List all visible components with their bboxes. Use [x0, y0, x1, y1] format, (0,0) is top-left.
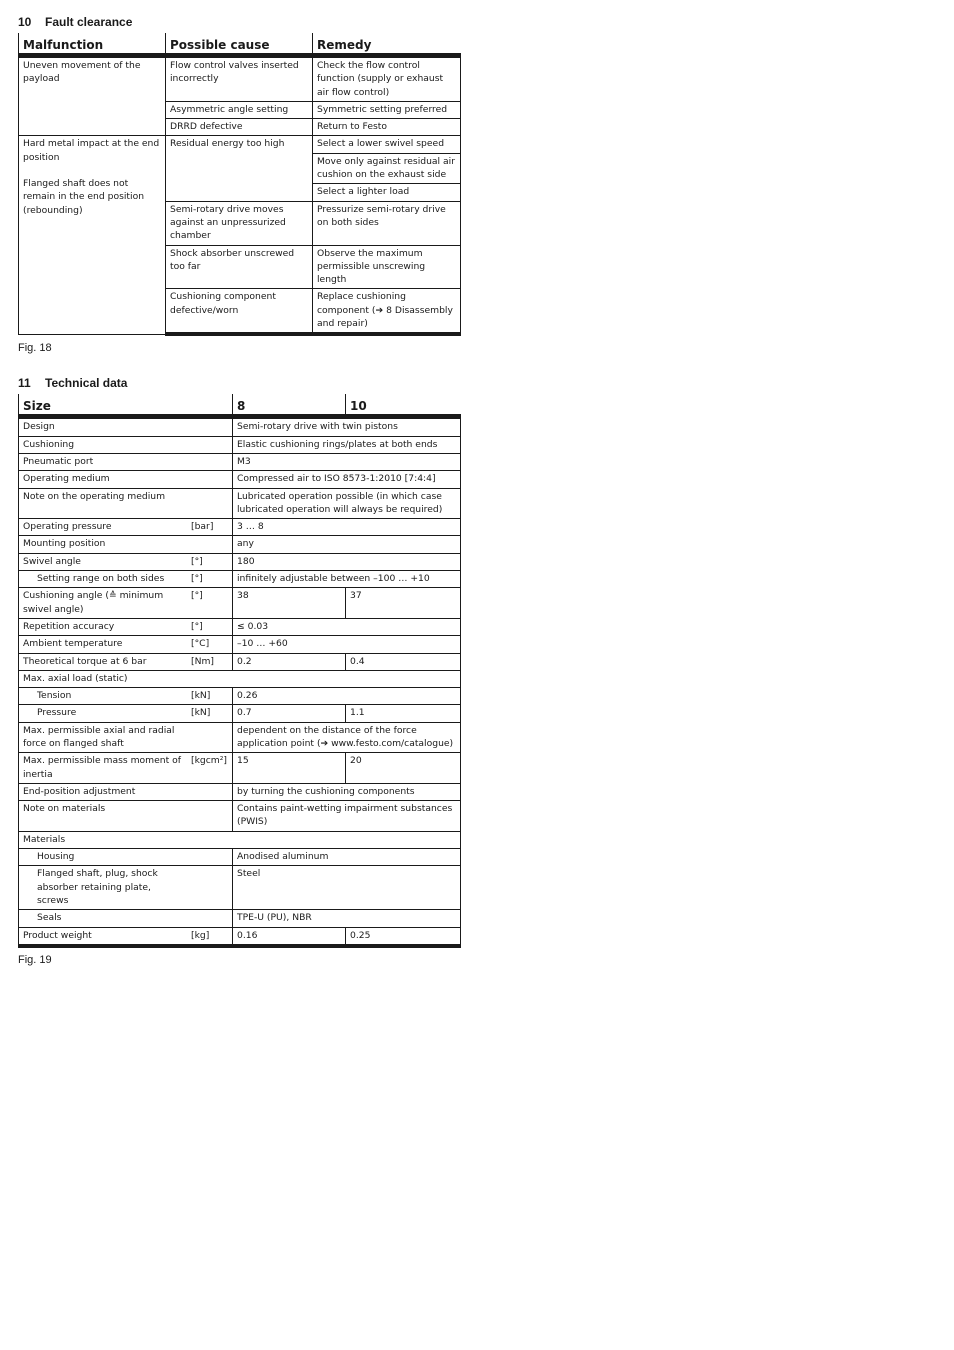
table-row [19, 849, 461, 866]
cause-cell: Shock absorber unscrewed too far [166, 245, 313, 289]
parameter-label: Theoretical torque at 6 bar [23, 655, 147, 667]
table-row [19, 636, 461, 653]
section-title: Technical data [45, 376, 128, 391]
parameter-cell [19, 801, 233, 832]
parameter-cell [19, 866, 233, 910]
parameter-label: Pressure [37, 707, 77, 719]
unit-label: [kg] [191, 929, 210, 941]
value-size-8: dependent on the distance of the force application point (➔ www.festo.com/catalogue) [233, 722, 461, 753]
value-size-8: Contains paint-wetting impairment substances (PWIS) [233, 801, 461, 832]
parameter-label: Setting range on both sides [37, 573, 165, 585]
section-number: 11 [18, 376, 31, 391]
value-size-8: ≤ 0.03 [233, 618, 461, 635]
fault-clearance-table [18, 33, 461, 336]
table-row [19, 588, 461, 619]
unit-label: [Nm] [191, 655, 214, 667]
cause-cell: Semi-rotary drive moves against an unpressurized chamber [166, 201, 313, 245]
table-row [19, 910, 461, 927]
table-row [19, 722, 461, 753]
parameter-label: Repetition accuracy [23, 620, 115, 632]
table-row [19, 488, 461, 519]
parameter-label: Pneumatic port [23, 455, 94, 467]
parameter-label: Cushioning angle (≙ minimum swivel angle) [23, 590, 164, 615]
value-size-8: Compressed air to ISO 8573-1:2010 [7:4:4] [233, 471, 461, 488]
remedy-cell: Select a lighter load [313, 184, 461, 201]
header-malfunction: Malfunction [19, 33, 166, 56]
value-size-10: 37 [346, 588, 461, 619]
document-page [18, 14, 460, 967]
parameter-label: End-position adjustment [23, 785, 136, 797]
cause-cell: Residual energy too high [166, 136, 313, 201]
unit-label: [°] [191, 620, 203, 632]
value-size-8: 0.7 [233, 705, 346, 722]
table-row [19, 519, 461, 536]
header-size-8: 8 [233, 394, 346, 417]
parameter-cell [19, 571, 233, 588]
remedy-cell: Symmetric setting preferred [313, 101, 461, 118]
parameter-cell [19, 553, 233, 570]
cause-cell: DRRD defective [166, 119, 313, 136]
value-size-8: Anodised aluminum [233, 849, 461, 866]
parameter-cell [19, 688, 233, 705]
remedy-cell: Move only against residual air cushion on the exhaust side [313, 153, 461, 184]
parameter-label: Flanged shaft, plug, shock absorber retaining plate, screws [37, 868, 158, 906]
header-size-10: 10 [346, 394, 461, 417]
parameter-label: Materials [23, 833, 66, 845]
parameter-cell [19, 783, 233, 800]
value-size-8: any [233, 536, 461, 553]
parameter-label: Operating pressure [23, 521, 112, 533]
value-size-8: Elastic cushioning rings/plates at both ends [233, 436, 461, 453]
value-size-8: –10 … +60 [233, 636, 461, 653]
parameter-cell [19, 910, 233, 927]
header-size: Size [19, 394, 233, 417]
parameter-cell [19, 705, 233, 722]
header-remedy: Remedy [313, 33, 461, 56]
parameter-cell [19, 519, 233, 536]
parameter-label: Note on the operating medium [23, 490, 166, 502]
cause-cell: Flow control valves inserted incorrectly [166, 56, 313, 102]
remedy-cell: Check the flow control function (supply or exhaust air flow control) [313, 56, 461, 102]
header-possible-cause: Possible cause [166, 33, 313, 56]
malfunction-text: Flanged shaft does not remain in the end position (rebounding) [23, 178, 145, 216]
value-size-10: 0.4 [346, 653, 461, 670]
malfunction-cell [19, 136, 166, 334]
remedy-cell: Return to Festo [313, 119, 461, 136]
cause-cell: Asymmetric angle setting [166, 101, 313, 118]
parameter-label: Cushioning [23, 438, 75, 450]
table-row [19, 436, 461, 453]
table-row [19, 688, 461, 705]
parameter-cell [19, 753, 233, 784]
parameter-cell [19, 636, 233, 653]
malfunction-text: Hard metal impact at the end position [23, 138, 160, 163]
table-row [19, 471, 461, 488]
parameter-cell [19, 488, 233, 519]
parameter-label: Housing [37, 851, 75, 863]
value-size-10: 0.25 [346, 927, 461, 946]
figure-caption: Fig. 18 [18, 342, 52, 355]
parameter-cell [19, 453, 233, 470]
unit-label: [°] [191, 555, 203, 567]
value-size-8: 0.26 [233, 688, 461, 705]
parameter-cell [19, 471, 233, 488]
value-size-8: Steel [233, 866, 461, 910]
unit-label: [°] [191, 573, 203, 585]
cause-cell: Cushioning component defective/worn [166, 289, 313, 334]
unit-label: [°C] [191, 638, 210, 650]
value-size-10: 20 [346, 753, 461, 784]
value-size-8: 0.16 [233, 927, 346, 946]
malfunction-cell [19, 56, 166, 136]
table-row [19, 801, 461, 832]
table-row [19, 571, 461, 588]
table-row [19, 670, 461, 687]
malfunction-text: Uneven movement of the payload [23, 60, 141, 85]
parameter-cell [19, 670, 461, 687]
parameter-cell [19, 618, 233, 635]
remedy-cell: Select a lower swivel speed [313, 136, 461, 153]
value-size-8: 3 … 8 [233, 519, 461, 536]
unit-label: [kgcm²] [191, 755, 228, 767]
parameter-cell [19, 653, 233, 670]
fault-clearance-heading [18, 14, 460, 30]
remedy-cell: Observe the maximum permissible unscrewing length [313, 245, 461, 289]
table-row [19, 56, 461, 102]
parameter-cell [19, 436, 233, 453]
section-title: Fault clearance [45, 15, 133, 29]
remedy-cell: Pressurize semi-rotary drive on both sides [313, 201, 461, 245]
value-size-10: 1.1 [346, 705, 461, 722]
table-row [19, 927, 461, 946]
value-size-8: TPE-U (PU), NBR [233, 910, 461, 927]
parameter-cell [19, 588, 233, 619]
parameter-label: Operating medium [23, 473, 110, 485]
table-row [19, 536, 461, 553]
value-size-8: Lubricated operation possible (in which case lubricated operation will always be required) [233, 488, 461, 519]
parameter-cell [19, 722, 233, 753]
table-row [19, 783, 461, 800]
parameter-cell [19, 417, 233, 436]
value-size-8: infinitely adjustable between –100 … +10 [233, 571, 461, 588]
table-row [19, 705, 461, 722]
section-number: 10 [18, 15, 32, 29]
parameter-cell [19, 831, 461, 848]
parameter-label: Design [23, 421, 55, 433]
parameter-label: Max. permissible axial and radial force on flanged shaft [23, 724, 175, 749]
parameter-label: Seals [37, 912, 62, 924]
table-row [19, 417, 461, 436]
value-size-8: 0.2 [233, 653, 346, 670]
parameter-cell [19, 536, 233, 553]
parameter-label: Max. axial load (static) [23, 672, 128, 684]
table-row [19, 831, 461, 848]
value-size-8: 38 [233, 588, 346, 619]
parameter-label: Ambient temperature [23, 638, 123, 650]
table-row [19, 653, 461, 670]
parameter-cell [19, 849, 233, 866]
value-size-8: Semi-rotary drive with twin pistons [233, 417, 461, 436]
unit-label: [kN] [191, 707, 211, 719]
table-row [19, 453, 461, 470]
table-row [19, 753, 461, 784]
parameter-label: Max. permissible mass moment of inertia [23, 755, 181, 780]
technical-data-heading [18, 375, 460, 391]
unit-label: [°] [191, 590, 203, 602]
parameter-label: Tension [37, 690, 72, 702]
table-row [19, 618, 461, 635]
parameter-label: Swivel angle [23, 555, 81, 567]
table-row [19, 553, 461, 570]
figure-caption: Fig. 19 [18, 953, 52, 966]
unit-label: [kN] [191, 690, 211, 702]
value-size-8: by turning the cushioning components [233, 783, 461, 800]
technical-data-table [18, 394, 461, 948]
parameter-cell [19, 927, 233, 946]
parameter-label: Product weight [23, 929, 92, 941]
value-size-8: M3 [233, 453, 461, 470]
parameter-label: Mounting position [23, 538, 106, 550]
unit-label: [bar] [191, 521, 214, 533]
value-size-8: 15 [233, 753, 346, 784]
table-row [19, 136, 461, 153]
value-size-8: 180 [233, 553, 461, 570]
parameter-label: Note on materials [23, 803, 106, 815]
table-row [19, 866, 461, 910]
remedy-cell: Replace cushioning component (➔ 8 Disassembly and repair) [313, 289, 461, 334]
